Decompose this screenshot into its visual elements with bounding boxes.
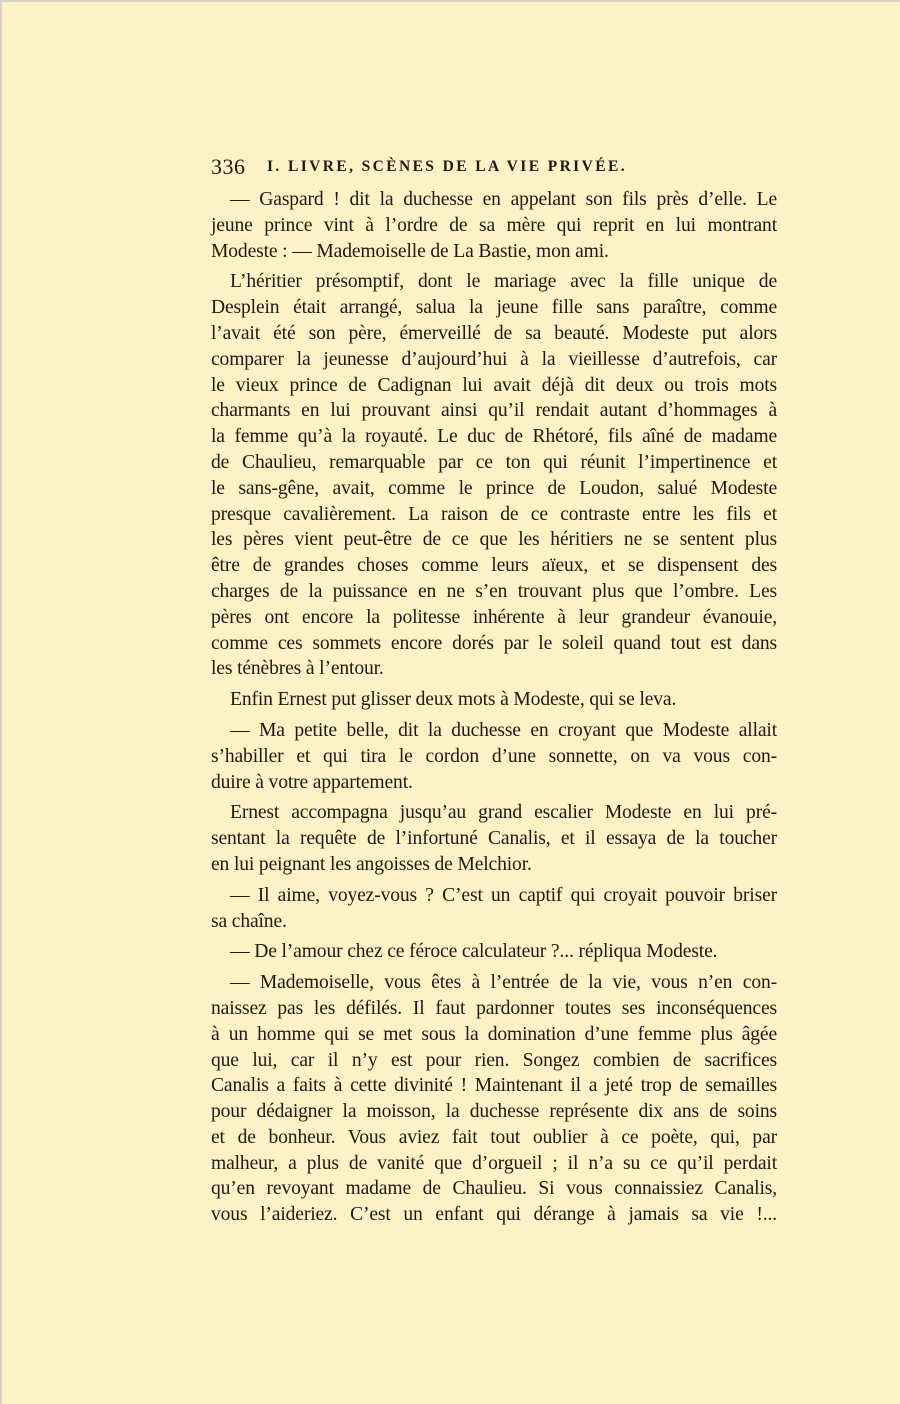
text-line: pères ont encore la politesse inhérente à leur grandeur évanouie, (211, 606, 777, 628)
text-line: que lui, car il n’y est pour rien. Songez combien de sacrifices (211, 1049, 777, 1071)
text-line: — De l’amour chez ce féroce calculateur ?... répliqua Modeste. (230, 941, 718, 963)
paragraph (211, 883, 777, 935)
text-line: l’avait été son père, émerveillé de sa beauté. Modeste put alors (211, 322, 777, 344)
text-line: charges de la puissance en ne s’en trouvant plus que l’ombre. Les (211, 580, 777, 602)
text-line: comme ces sommets encore dorés par le soleil quand tout est dans (211, 632, 777, 654)
text-line: charmants en lui prouvant ainsi qu’il rendait autant d’hommages à (211, 400, 777, 422)
text-line: Canalis a faits à cette divinité ! Maintenant il a jeté trop de semailles (211, 1075, 777, 1097)
page-number: 336 (211, 154, 246, 179)
paragraph (211, 687, 777, 713)
text-line: Desplein était arrangé, salua la jeune fille sans paraître, comme (211, 297, 777, 319)
text-line: — Il aime, voyez-vous ? C’est un captif qui croyait pouvoir briser (230, 884, 777, 906)
text-line: pour dédaigner la moisson, la duchesse représente dix ans de soins (211, 1101, 777, 1123)
paragraph (211, 939, 777, 965)
text-line: comparer la jeunesse d’aujourd’hui à la vieillesse d’autrefois, car (211, 348, 777, 370)
text-line: le sans-gêne, avait, comme le prince de Loudon, salué Modeste (211, 477, 777, 499)
text-line: jeune prince vint à l’ordre de sa mère qui reprit en lui montrant (211, 214, 777, 236)
text-line: — Ma petite belle, dit la duchesse en croyant que Modeste allait (230, 719, 777, 741)
page-header (211, 154, 777, 182)
text-line: en lui peignant les angoisses de Melchior. (211, 853, 532, 875)
text-line: être de grandes choses comme leurs aïeux, et se dispensent des (211, 555, 777, 577)
text-line: le vieux prince de Cadignan lui avait déjà dit deux ou trois mots (211, 374, 777, 396)
text-line: qu’en revoyant madame de Chaulieu. Si vous connaissiez Canalis, (211, 1178, 777, 1200)
text-line: L’héritier présomptif, dont le mariage avec la fille unique de (230, 271, 777, 293)
text-line: vous l’aideriez. C’est un enfant qui dérange à jamais sa vie !... (211, 1204, 777, 1226)
text-line: et de bonheur. Vous aviez fait tout oublier à ce poète, qui, par (211, 1126, 777, 1148)
paragraph (211, 970, 777, 1228)
text-line: — Gaspard ! dit la duchesse en appelant son fils près d’elle. Le (230, 189, 777, 210)
text-line: duire à votre appartement. (211, 771, 413, 793)
text-line: sa chaîne. (211, 910, 287, 932)
text-line: malheur, a plus de vanité que d’orgueil ; il n’a su ce qu’il perdait (211, 1152, 777, 1174)
text-line: Ernest accompagna jusqu’au grand escalier Modeste en lui pré- (230, 802, 777, 824)
text-line: la femme qu’à la royauté. Le duc de Rhétoré, fils aîné de madame (211, 426, 777, 448)
paragraph (211, 800, 777, 877)
body-text (211, 187, 777, 1228)
text-line: presque cavalièrement. La raison de ce contraste entre les fils et (211, 503, 777, 525)
text-line: à un homme qui se met sous la domination d’une femme plus âgée (211, 1023, 777, 1045)
text-line: naissez pas les défilés. Il faut pardonner toutes ses inconséquences (211, 997, 777, 1019)
text-line: Modeste : — Mademoiselle de La Bastie, mon ami. (211, 240, 609, 262)
paragraph (211, 269, 777, 682)
paragraph (211, 718, 777, 795)
running-head: I. LIVRE, SCÈNES DE LA VIE PRIVÉE. (267, 158, 627, 175)
text-line: s’habiller et qui tira le cordon d’une sonnette, on va vous con- (211, 745, 777, 767)
text-line: de Chaulieu, remarquable par ce ton qui réunit l’impertinence et (211, 451, 777, 473)
text-line: les pères vient peut-être de ce que les héritiers ne se sentent plus (211, 529, 777, 551)
paragraph (211, 187, 777, 264)
text-line: sentant la requête de l’infortuné Canalis, et il essaya de la toucher (211, 828, 777, 850)
text-line: les ténèbres à l’entour. (211, 658, 384, 680)
text-line: Enfin Ernest put glisser deux mots à Modeste, qui se leva. (230, 689, 677, 711)
text-line: — Mademoiselle, vous êtes à l’entrée de la vie, vous n’en con- (230, 972, 777, 994)
